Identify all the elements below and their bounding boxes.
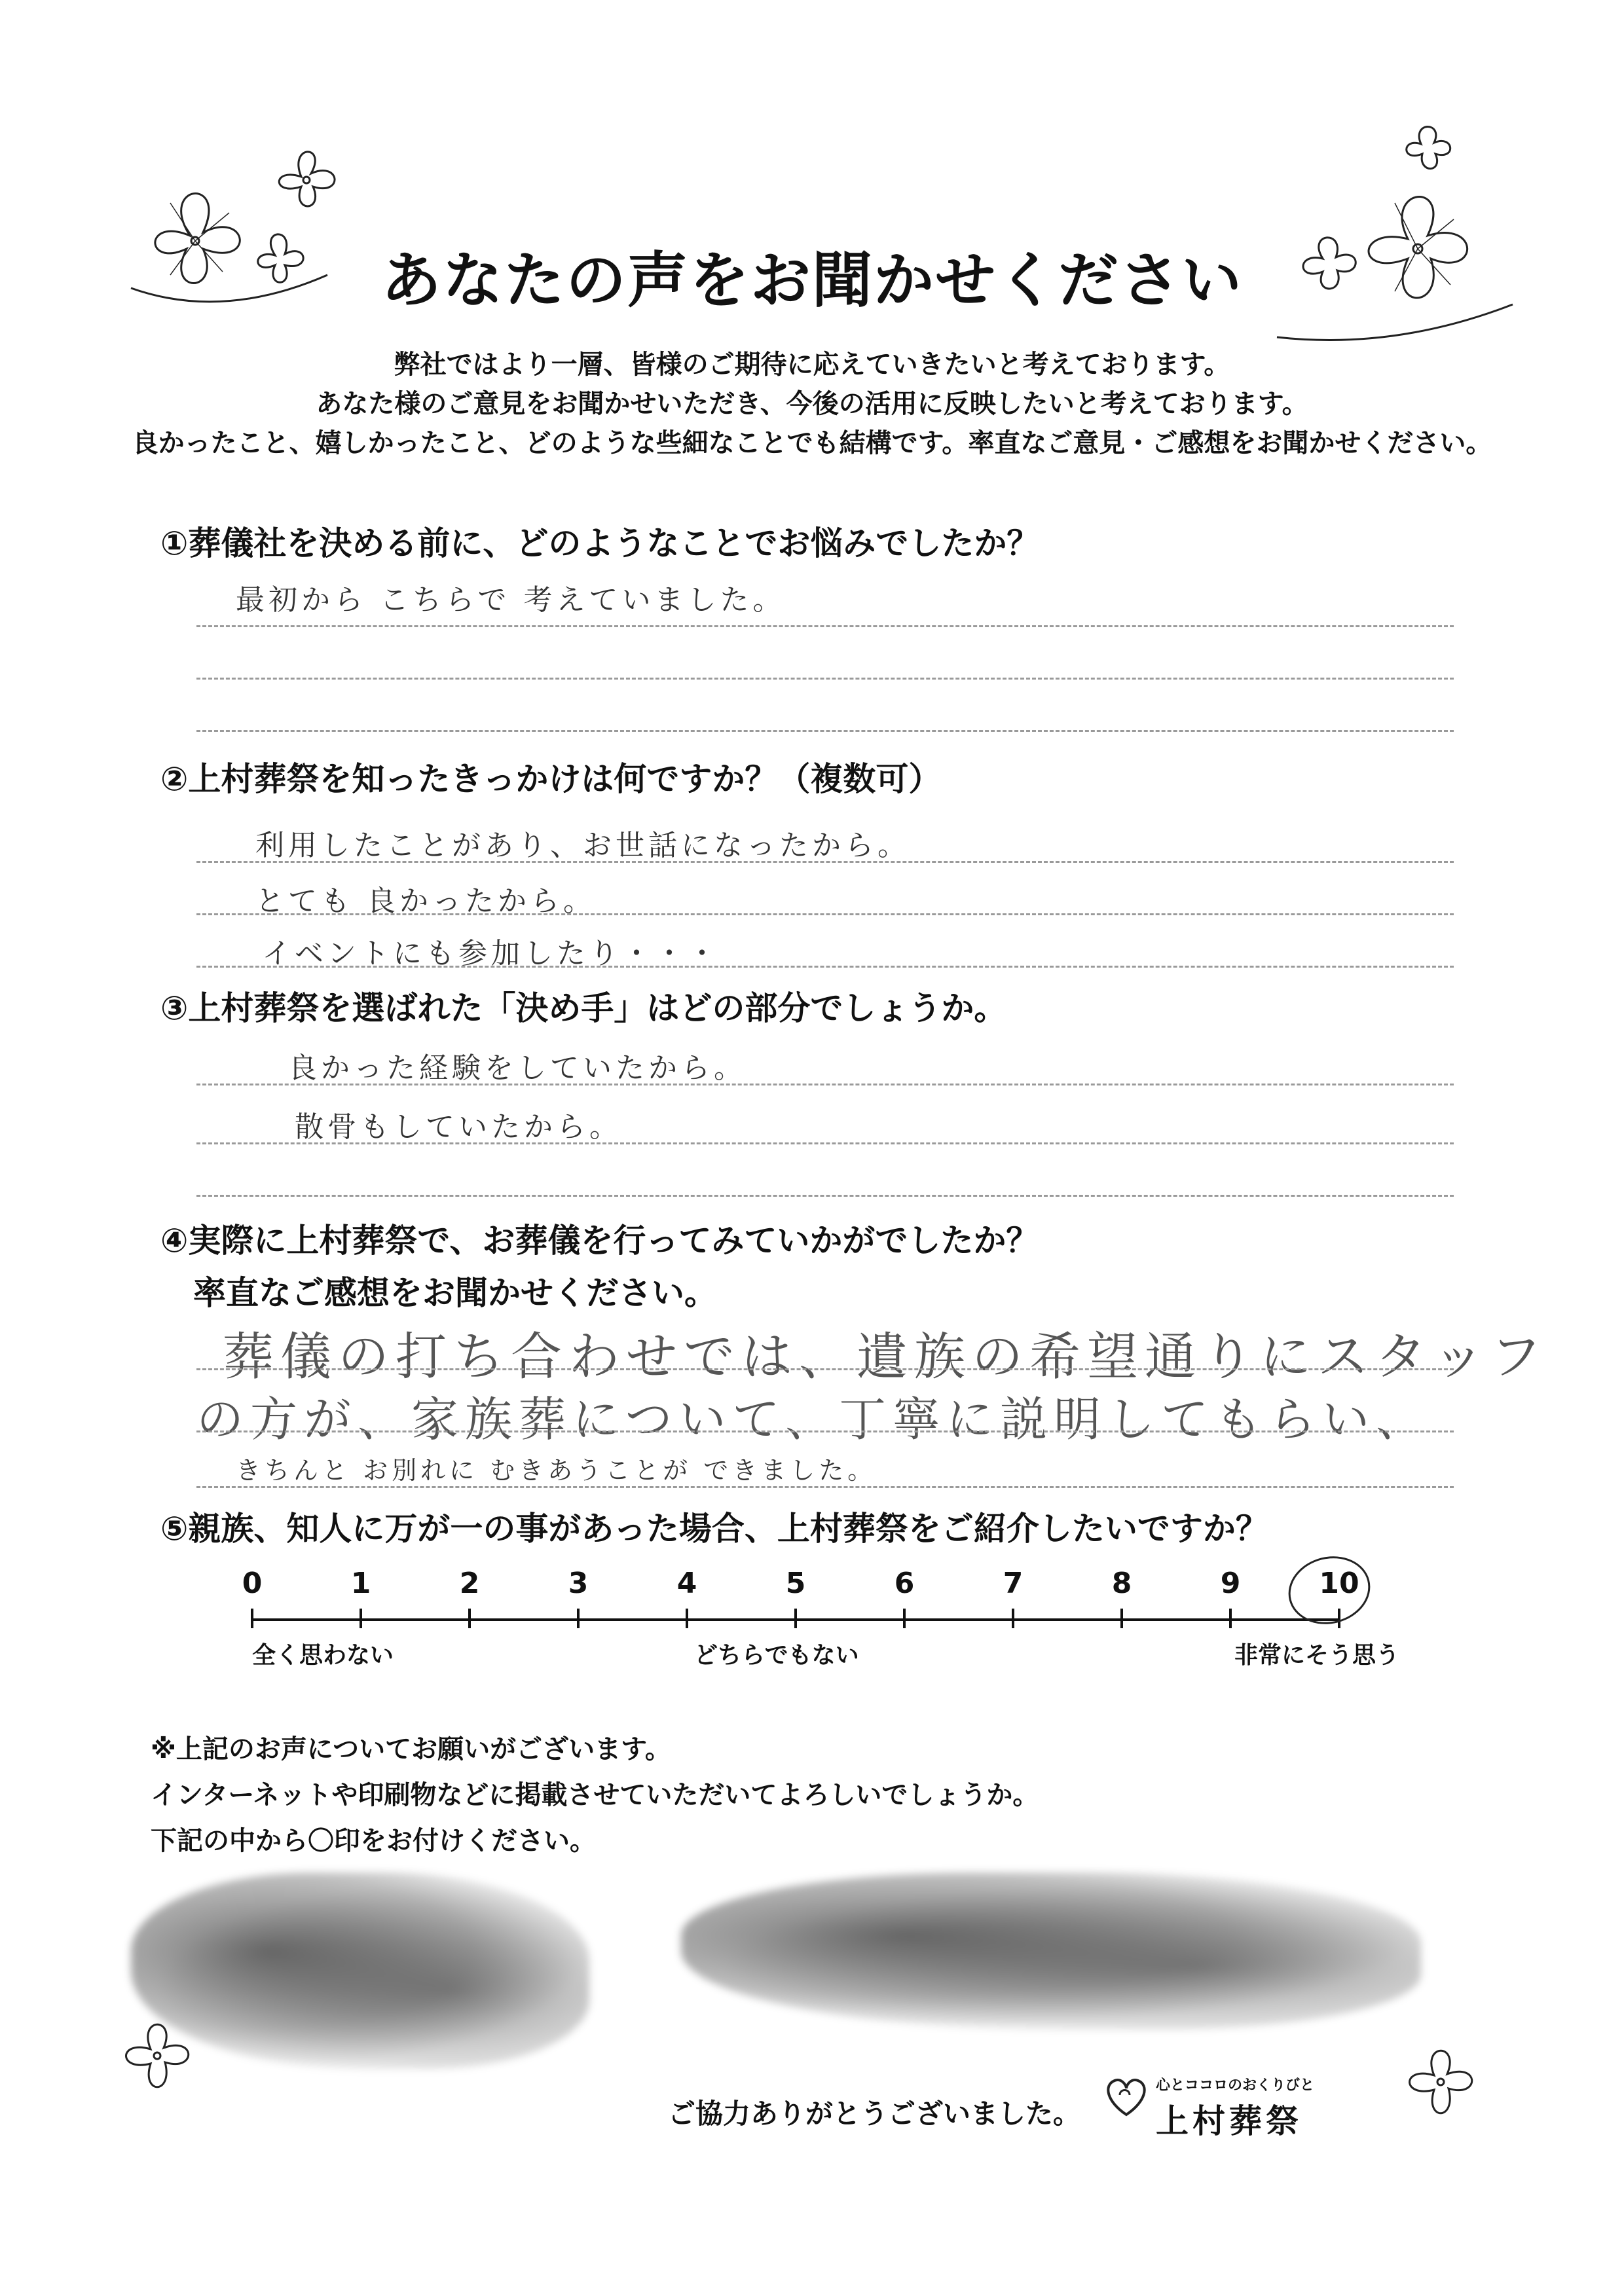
question-5: ⑤親族、知人に万が一の事があった場合、上村葬祭をご紹介したいですか？ [160,1510,1268,1548]
scale-tick-label: 4 [676,1567,697,1600]
answer-rule [196,1368,1454,1370]
scale-tick-label: 6 [894,1567,915,1600]
scale-tick-label: 2 [459,1567,480,1600]
answer-4-line-2: の方が、家族葬について、丁寧に説明してもらい、 [196,1392,1430,1447]
logo-name: 上村葬祭 [1156,2102,1302,2140]
scale-low-label: 全く思わない [252,1642,394,1669]
answer-rule [196,861,1454,863]
answer-2-line-1: 利用したことがあり、お世話になったから。 [255,829,910,862]
clover-flower-icon [1382,105,1473,183]
answer-2-line-2: とても 良かったから。 [255,884,596,918]
question-4: ④実際に上村葬祭で、お葬儀を行ってみていかがでしたか？ [160,1222,1039,1260]
answer-rule [196,1142,1454,1144]
clover-flower-icon [236,131,380,223]
scale-tick [1012,1609,1014,1628]
scale-high-label: 非常にそう思う [1234,1642,1400,1669]
scale-tick [360,1609,362,1628]
answer-rule [196,913,1454,915]
answer-rule [196,1084,1454,1085]
question-4-sublabel: 率直なご感想をお聞かせください。 [193,1274,717,1312]
answer-1-line-1: 最初から こちらで 考えていました。 [236,583,786,617]
clover-flower-icon [1369,2016,1513,2147]
heart-logo-icon [1100,2069,1153,2121]
consent-note-3: 下記の中から〇印をお付けください。 [151,1826,596,1856]
answer-rule [196,730,1454,732]
scale-tick-label: 10 [1319,1567,1359,1600]
answer-2-line-3: イベントにも参加したり・・・ [262,937,720,970]
answer-rule [196,1486,1454,1488]
answer-rule [196,625,1454,627]
consent-note-1: ※上記のお声についてお願いがございます。 [151,1734,671,1764]
answer-rule [196,966,1454,968]
redacted-area [131,1872,589,2069]
scale-tick [686,1609,688,1628]
answer-rule [196,678,1454,680]
scale-mid-label: どちらでもない [694,1642,859,1669]
scale-tick [251,1609,253,1628]
consent-note-2: インターネットや印刷物などに掲載させていただいてよろしいでしょうか。 [151,1780,1039,1810]
intro-line-3: 良かったこと、嬉しかったこと、どのような些細なことでも結構です。率直なご意見・ご感想をお聞かせください。 [132,428,1492,458]
scale-tick-label: 1 [350,1567,371,1600]
answer-3-line-1: 良かった経験をしていたから。 [288,1051,747,1085]
question-1: ①葬儀社を決める前に、どのようなことでお悩みでしたか？ [160,524,1040,562]
page-title: あなたの声をお聞かせください [380,246,1243,316]
redacted-area [681,1872,1421,2030]
logo-tagline: 心とココロのおくりびと [1156,2077,1315,2094]
scale-tick [1120,1609,1123,1628]
answer-3-line-2: 散骨もしていたから。 [295,1110,622,1144]
answer-4-line-1: 葬儀の打ち合わせでは、遺族の希望通りにスタッフ [223,1328,1549,1387]
intro-line-1: 弊社ではより一層、皆様のご期待に応えていきたいと考えております。 [394,350,1230,380]
scale-tick-label: 0 [242,1567,263,1600]
intro-line-2: あなた様のご意見をお聞かせいただき、今後の活用に反映したいと考えております。 [316,389,1308,419]
question-3: ③上村葬祭を選ばれた「決め手」はどの部分でしょうか。 [160,989,1007,1027]
scale-tick-label: 7 [1003,1567,1024,1600]
scale-tick-label: 9 [1220,1567,1241,1600]
footer-thanks: ご協力ありがとうございました。 [668,2098,1081,2130]
answer-rule [196,1430,1454,1432]
scale-tick-label: 8 [1111,1567,1132,1600]
scale-tick-label: 5 [785,1567,806,1600]
answer-rule [196,1195,1454,1197]
answer-4-line-3: きちんと お別れに むきあうことが できました。 [236,1456,877,1485]
scale-tick [794,1609,797,1628]
scale-tick [468,1609,471,1628]
question-2: ②上村葬祭を知ったきっかけは何ですか？（複数可） [160,760,942,798]
scale-tick [1229,1609,1232,1628]
scale-tick [903,1609,906,1628]
scale-tick-label: 3 [568,1567,589,1600]
scale-tick [577,1609,580,1628]
